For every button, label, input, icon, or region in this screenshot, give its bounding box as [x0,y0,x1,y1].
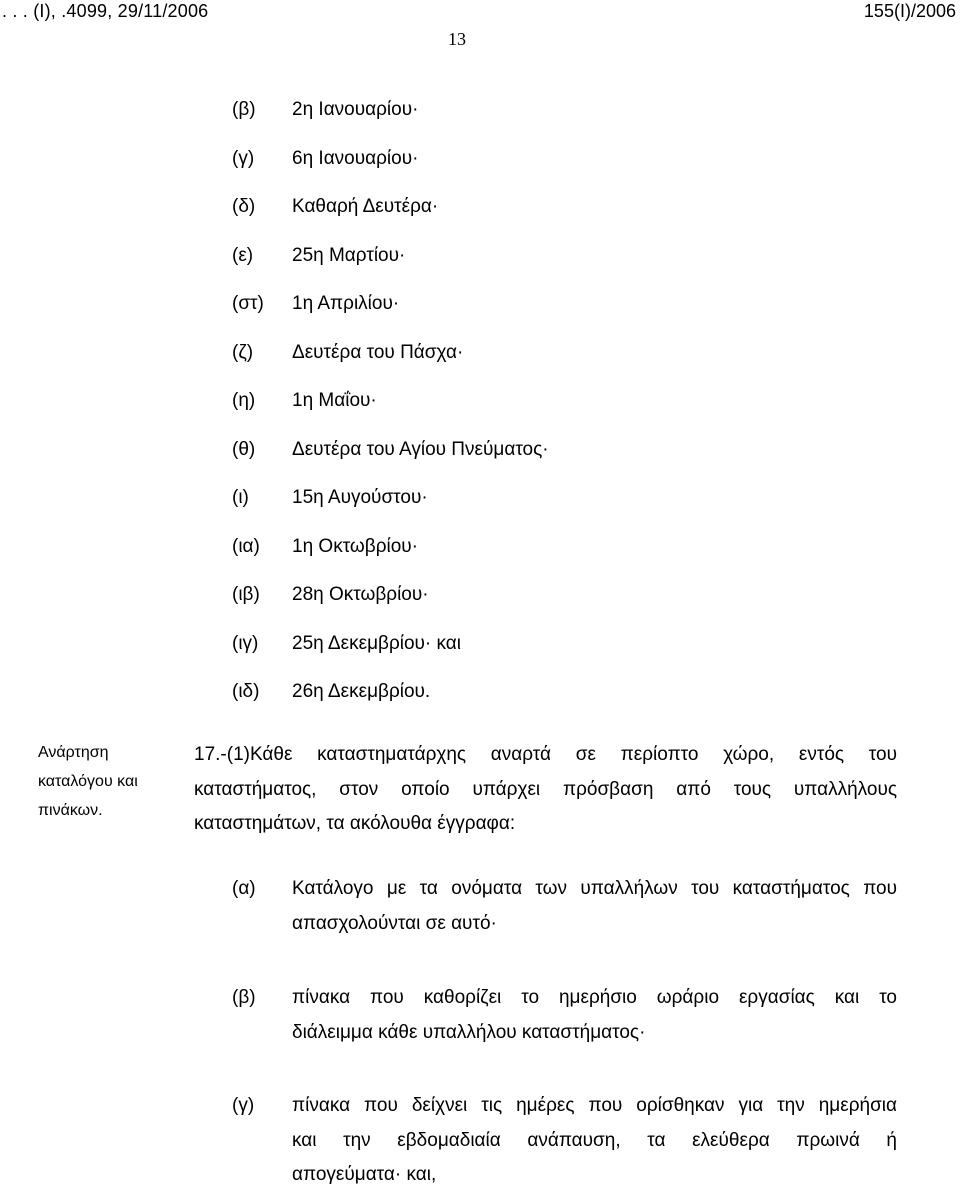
sub-item-marker: (β) [232,987,256,1008]
article-line: 17.-(1)Κάθε καταστηματάρχης αναρτά σε περίοπτο χώρο, εντός του [194,744,897,765]
list-item-marker: (β) [232,99,256,120]
sub-item-line: πίνακα που καθορίζει το ημερήσιο ωράριο εργασίας και το [292,987,897,1008]
list-item-marker: (δ) [232,196,256,217]
list-item-marker: (θ) [232,438,256,460]
list-item-marker: (ε) [232,244,254,266]
list-item-marker: (ια) [232,535,260,557]
list-item-text: 26η Δεκεμβρίου. [292,681,431,702]
list-item-text: Δευτέρα του Πάσχα· [292,341,464,363]
sub-item-line: πίνακα που δείχνει τις ημέρες που ορίσθηκαν για την ημερήσια [292,1095,897,1116]
page-number: 13 [448,29,466,49]
list-item-text: 15η Αυγούστου· [292,487,428,508]
list-item-marker: (η) [232,390,256,411]
sub-item-line: απασχολούνται σε αυτό· [292,912,497,934]
law-number: 155(Ι)/2006 [863,1,956,21]
list-item-text: 2η Ιανουαρίου· [292,99,419,120]
header-left: . . . (Ι), .4099, 29/11/2006 [2,1,209,21]
article-line: καταστήματος, στον οποίο υπάρχει πρόσβαση από τους υπαλλήλους [194,778,897,800]
margin-note-line: καταλόγου και [38,773,138,790]
list-item-text: 1η Οκτωβρίου· [292,535,419,557]
list-item-marker: (στ) [232,293,264,314]
list-item-marker: (ιδ) [232,681,260,702]
sub-item-text [292,872,897,941]
list-item-text: 28η Οκτωβρίου· [292,584,429,605]
sub-item-line: διάλειμμα κάθε υπαλλήλου καταστήματος· [292,1021,646,1043]
margin-note-line: πινάκων. [38,802,103,819]
list-item-text: 1η Μαΐου· [292,390,377,411]
article-line: καταστημάτων, τα ακόλουθα έγγραφα: [194,813,516,834]
sub-item-text [292,1089,897,1193]
list-item-marker: (ζ) [232,341,254,363]
list-item-text: 25η Δεκεμβρίου· και [292,632,462,654]
sub-item-marker: (γ) [232,1095,255,1116]
margin-note [38,738,168,825]
list-item-marker: (γ) [232,147,255,169]
sub-item-line: και την εβδομαδιαία ανάπαυση, τα ελεύθερα πρωινά ή [292,1129,897,1151]
sub-item-text [292,981,897,1050]
list-item-text: Δευτέρα του Αγίου Πνεύματος· [292,438,549,460]
sub-item-line: απογεύματα· και, [292,1164,437,1185]
list-item-marker: (ι) [232,487,249,508]
margin-note-line: Ανάρτηση [38,744,109,761]
list-item-text: 25η Μαρτίου· [292,244,406,266]
list-item-text: 6η Ιανουαρίου· [292,147,419,169]
list-item-marker: (ιγ) [232,632,259,654]
list-item-marker: (ιβ) [232,584,260,605]
sub-item-line: Κατάλογο με τα ονόματα των υπαλλήλων του καταστήματος που [292,878,897,899]
list-item-text: Καθαρή Δευτέρα· [292,196,439,217]
sub-item-marker: (α) [232,878,256,899]
article-17-paragraph [194,738,897,842]
list-item-text: 1η Απριλίου· [292,293,400,314]
